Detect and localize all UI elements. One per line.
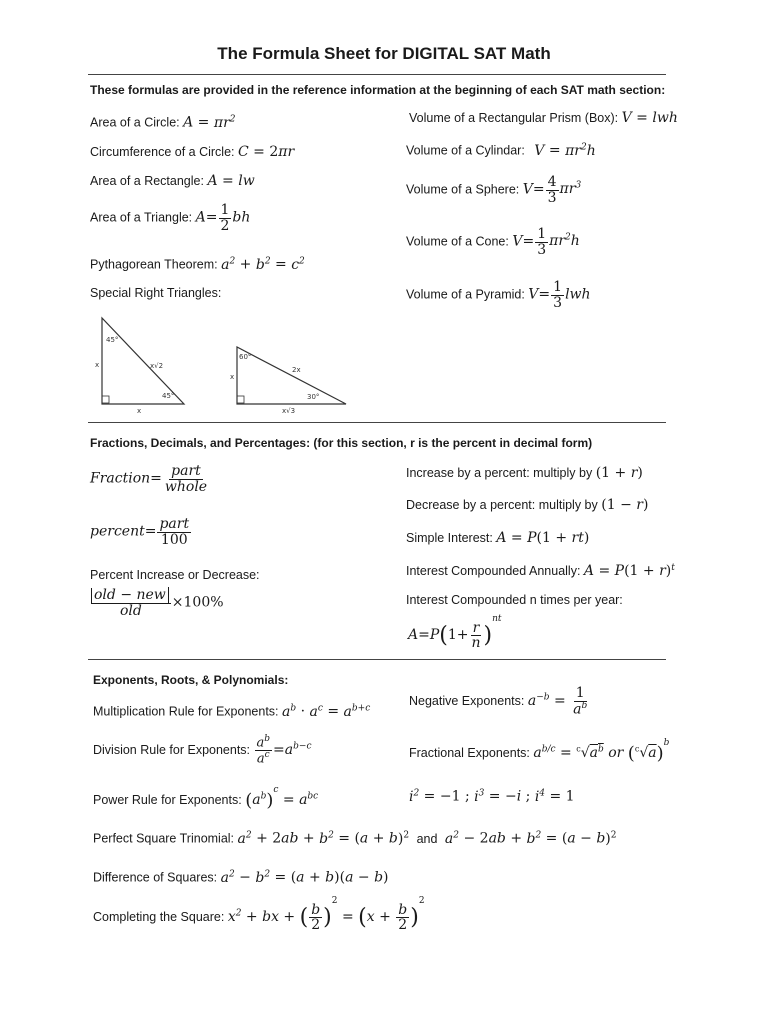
increase-rule: Increase by a percent: multiply by (1 + r) xyxy=(406,465,643,481)
perfect-square-trinomial: Perfect Square Trinomial: $a^2 + 2ab + b^2 = (a + b)^2$ and $a^2 - 2ab + b^2 = (a - b)^2$ xyxy=(93,830,617,847)
tri2-leg-bottom: x√3 xyxy=(282,407,296,415)
pyramid-volume: Volume of a Pyramid: V= $\frac{1}{3}$ lwh xyxy=(406,279,591,311)
compound-n-label: Interest Compounded n times per year: xyxy=(406,593,623,607)
imaginary-powers: $i^2 = -1$ ; $i^3 = -i$ ; $i^4 = 1$ xyxy=(409,788,575,805)
tri1-top-angle: 45° xyxy=(106,336,119,344)
difference-of-squares: Difference of Squares: $a^2 - b^2 = (a + b)(a - b)$ xyxy=(93,869,389,886)
decrease-rule: Decrease by a percent: multiply by (1 − r) xyxy=(406,497,649,513)
cylinder-volume: Volume of a Cylindar: $V = \pi r^2h$ xyxy=(406,142,596,159)
prism-volume: Volume of a Rectangular Prism (Box): V = lwh xyxy=(409,110,678,126)
mult-rule: Multiplication Rule for Exponents: $a^b \cdot a^c = a^{b+c}$ xyxy=(93,703,371,720)
pct-change-formula: $\frac{\text{old − new}}{\text{old}}$ ×100% xyxy=(90,588,224,618)
special-triangles-label: Special Right Triangles: xyxy=(90,286,222,300)
tri1-bottom-angle: 45° xyxy=(162,392,175,400)
compound-n-formula: A=P(1+ $\frac{r}{n}$ )$^{nt}$ xyxy=(408,614,502,652)
percent-formula: percent= $\frac{\text{part}}{100}$ xyxy=(90,516,190,548)
fraction-formula: Fraction= $\frac{\text{part}}{\text{whole}}$ xyxy=(90,463,208,495)
pct-change-label: Percent Increase or Decrease: xyxy=(90,568,260,582)
negative-exponents: Negative Exponents: $a^{-b}$ = $\frac{1}{a^b}$ xyxy=(409,685,588,718)
divider xyxy=(88,74,666,75)
pythagorean: Pythagorean Theorem: $a^2 + b^2 = c^2$ xyxy=(90,256,305,273)
simple-interest: Simple Interest: A = P(1 + rt) xyxy=(406,530,590,546)
rect-area: Area of a Rectangle: A = lw xyxy=(90,173,255,189)
page-title: The Formula Sheet for DIGITAL SAT Math xyxy=(217,44,551,63)
tri2-top-angle: 60° xyxy=(239,353,252,361)
tri1-hyp: x√2 xyxy=(150,362,164,370)
triangle-30-60-90 xyxy=(230,347,346,415)
divider xyxy=(88,422,666,423)
special-triangles-diagram xyxy=(88,312,360,420)
power-rule: Power Rule for Exponents: $(a^b)^c = a^{bc}$ xyxy=(93,785,319,812)
tri2-hyp: 2x xyxy=(292,366,301,374)
fractions-header: Fractions, Decimals, and Percentages: (for this section, r is the percent in decimal form) xyxy=(90,436,593,450)
intro-text: These formulas are provided in the reference information at the beginning of each SAT math section: xyxy=(90,83,666,97)
tri2-leg-left: x xyxy=(230,373,235,381)
tri1-leg-left: x xyxy=(95,361,100,369)
sphere-volume: Volume of a Sphere: V= $\frac{4}{3}$ $\pi r^3$ xyxy=(406,174,582,206)
divider xyxy=(88,659,666,660)
tri1-leg-bottom: x xyxy=(137,407,142,415)
circle-area: Area of a Circle: $A = \pi r^2$ xyxy=(90,114,236,131)
completing-the-square: Completing the Square: $x^2$ + bx + ( $\frac{b}{2}$ )$^2$ = (x + $\frac{b}{2}$ )$^2$ xyxy=(93,896,425,934)
tri-area: Area of a Triangle: A= $\frac{1}{2}$ bh xyxy=(90,202,251,234)
triangle-45-45-90 xyxy=(95,318,184,415)
exponents-header: Exponents, Roots, & Polynomials: xyxy=(93,673,289,687)
circumference: Circumference of a Circle: C = 2πr xyxy=(90,144,295,160)
compound-annual: Interest Compounded Annually: $A = P(1 + r)^t$ xyxy=(406,563,675,580)
div-rule: Division Rule for Exponents: $\frac{a^b}{a^c}$ $=a^{b-c}$ xyxy=(93,734,312,767)
tri2-bottom-angle: 30° xyxy=(307,393,320,401)
cone-volume: Volume of a Cone: V= $\frac{1}{3}$ $\pi r^2h$ xyxy=(406,226,580,258)
fractional-exponents: Fractional Exponents: $a^{b/c} = ^c√a^b$ or $(^c√a)^b$ xyxy=(409,738,670,765)
